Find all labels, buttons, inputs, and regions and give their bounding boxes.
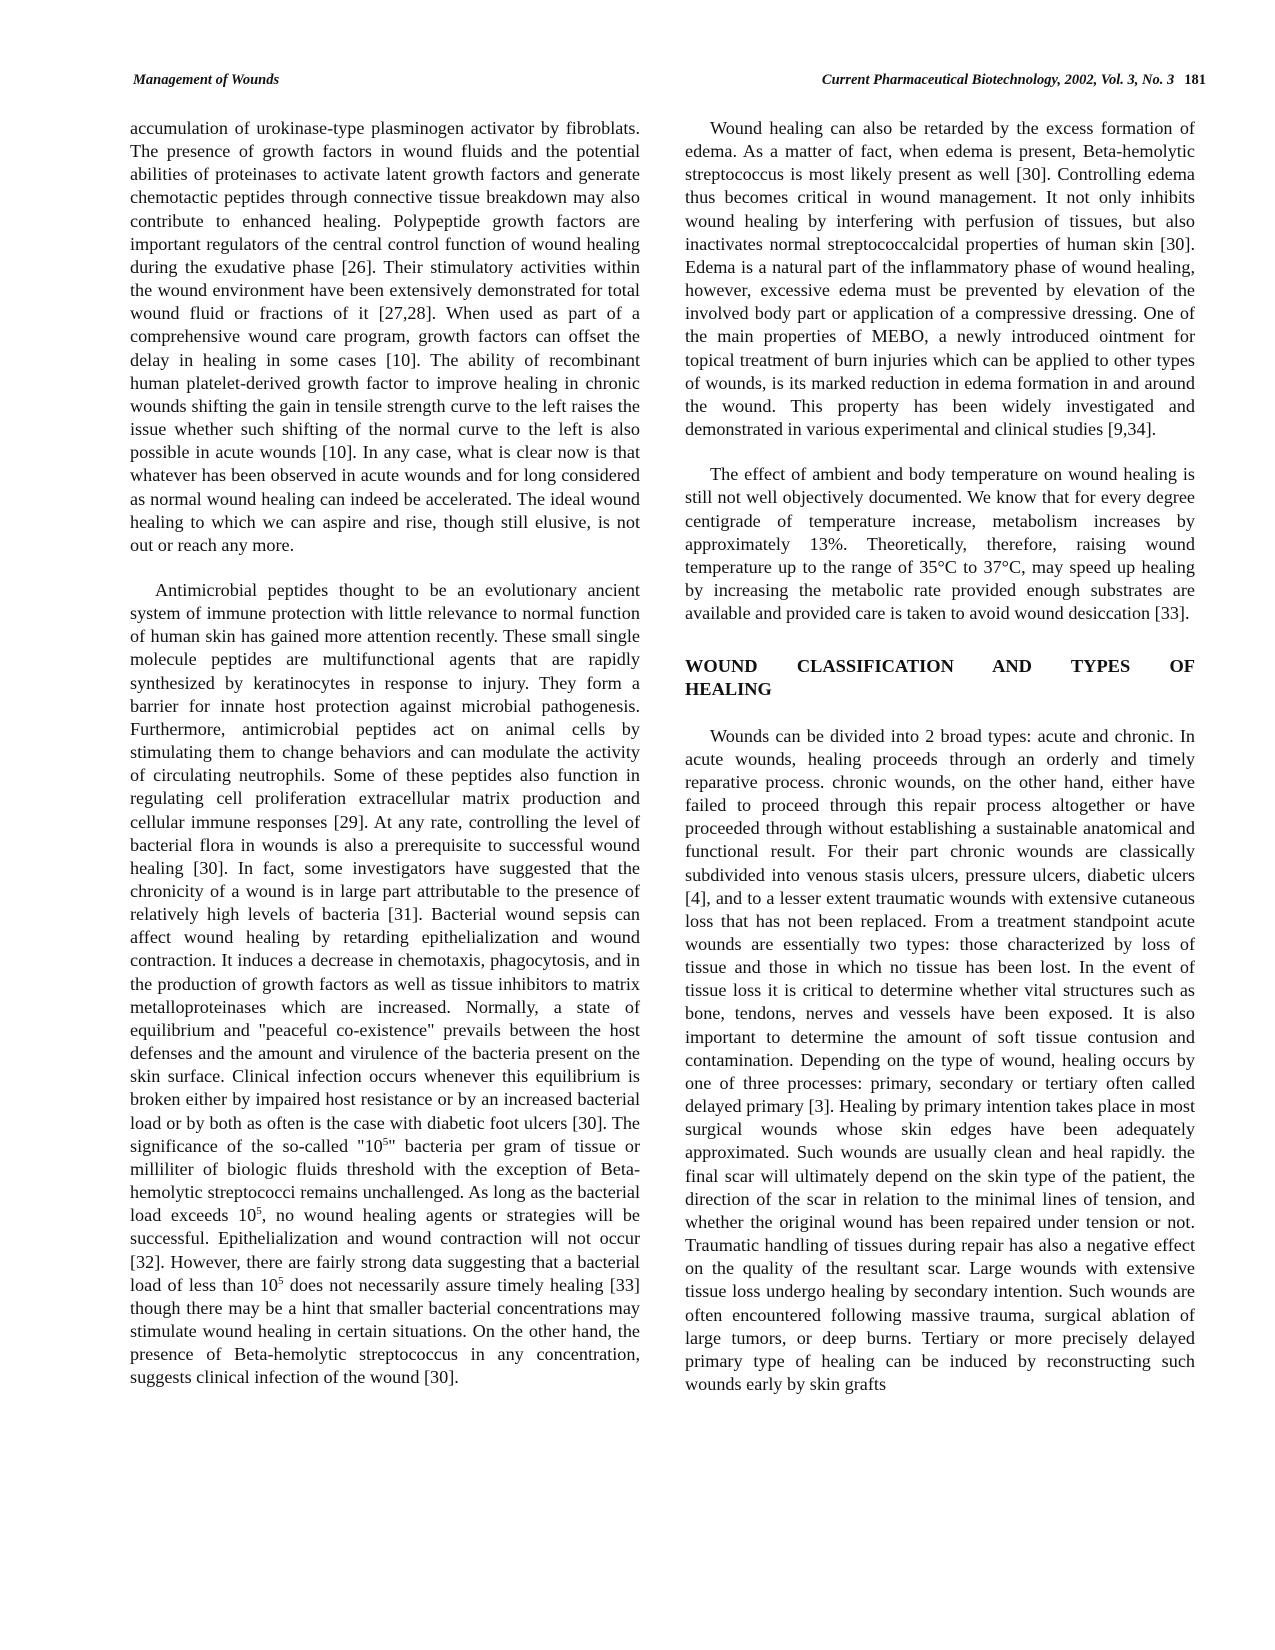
paragraph-antimicrobial-peptides	[130, 579, 640, 1389]
left-column	[130, 117, 640, 1389]
superscript-exponent: 5	[256, 1205, 262, 1218]
paragraph-edema: Wound healing can also be retarded by the excess formation of edema. As a matter of fact, when edema is present, Beta-hemolytic streptococcus is most likely present as well [30]. Controlling edema thus becomes critical in wound management. It not only inhibits wound healing by interfering with perfusion of tissues, but also inactivates normal streptococcalcidal properties of human skin [30]. Edema is a natural part of the inflammatory phase of wound healing, however, excessive edema must be prevented by elevation of the involved body part or application of a compressive dressing. One of the main properties of MEBO, a newly introduced ointment for topical treatment of burn injuries which can be applied to other types of wounds, is its marked reduction in edema formation in and around the wound. This property has been widely investigated and demonstrated in various experimental and clinical studies [9,34].	[685, 118, 1195, 440]
header-journal-citation: Current Pharmaceutical Biotechnology, 2002, Vol. 3, No. 3	[821, 72, 1175, 88]
superscript-exponent: 5	[382, 1135, 389, 1148]
paragraph-temperature: The effect of ambient and body temperature on wound healing is still not well objectively documented. We know that for every degree centigrade of temperature increase, metabolism increases by approximately 13%. Theoretically, therefore, raising wound temperature up to the range of 35°C to 37°C, may speed up healing by increasing the metabolic rate provided enough substrates are available and provided care is taken to avoid wound desiccation [33].	[685, 464, 1195, 624]
section-heading: WOUND CLASSIFICATION AND TYPES OF HEALING	[685, 656, 1195, 700]
paragraph-growth-factors-continued: accumulation of urokinase-type plasminogen activator by fibroblats. The presence of growth factors in wound fluids and the potential abilities of proteinases to activate latent growth factors and generate chemotactic peptides through connective tissue breakdown may also contribute to enhanced healing. Polypeptide growth factors are important regulators of the central control function of wound healing during the exudative phase [26]. Their stimulatory activities within the wound environment have been extensively demonstrated for total wound fluid or fractions of it [27,28]. When used as part of a comprehensive wound care program, growth factors can offset the delay in healing in some cases [10]. The ability of recombinant human platelet-derived growth factor to improve healing in chronic wounds shifting the gain in tensile strength curve to the left raises the issue whether such shifting of the normal curve to the left is also possible in acute wounds [10]. In any case, what is clear now is that whatever has been observed in acute wounds and for long considered as normal wound healing can indeed be accelerated. The ideal wound healing to which we can aspire and rise, though still elusive, is not out or reach any more.	[130, 118, 640, 555]
superscript-exponent: 5	[278, 1274, 284, 1287]
header-short-title: Management of Wounds	[133, 72, 280, 88]
paragraph-wound-classification: Wounds can be divided into 2 broad types: acute and chronic. In acute wounds, healing proceeds through an orderly and timely reparative process. chronic wounds, on the other hand, either have failed to proceed through this repair process altogether or have proceeded through without establishing a sustainable anatomical and functional result. For their part chronic wounds are classically subdivided into venous stasis ulcers, pressure ulcers, diabetic ulcers [4], and to a lesser extent traumatic wounds with extensive cutaneous loss that has not been replaced. From a treatment standpoint acute wounds are essentially two types: those characterized by loss of tissue and those in which no tissue has been lost. In the event of tissue loss it is critical to determine whether vital structures such as bone, tendons, nerves and vessels have been exposed. It is also important to determine the amount of soft tissue contusion and contamination. Depending on the type of wound, healing occurs by one of three processes: primary, secondary or tertiary often called delayed primary [3]. Healing by primary intention takes place in most surgical wounds whose skin edges have been adequately approximated. Such wounds are usually clean and heal rapidly. the final scar will ultimately depend on the skin type of the patient, the direction of the scar in relation to the minimal lines of tension, and whether the original wound has been repaired under tension or not. Traumatic handling of tissues during repair has also a negative effect on the quality of the resultant scar. Large wounds with extensive tissue loss undergo healing by secondary intention. Such wounds are often encountered following massive trauma, surgical ablation of large tumors, or deep burns. Tertiary or more precisely delayed primary type of healing can be induced by reconstructing such wounds early by skin grafts	[685, 725, 1195, 1394]
page-number: 181	[1184, 72, 1206, 88]
running-header	[133, 72, 1206, 92]
text-segment: , no wound healing agents or strategies will be successful. Epithelialization and wound contraction will not occur [32]. However, there are fairly strong data suggesting that a bacterial load of less than 10	[130, 1205, 640, 1295]
text-segment: Antimicrobial peptides thought to be an evolutionary ancient system of immune protection with little relevance to normal function of human skin has gained more attention recently. These small single molecule peptides are multifunctional agents that are rapidly synthesized by keratinocytes in response to injury. They form a barrier for innate host protection against microbial pathogenesis. Furthermore, antimicrobial peptides act on animal cells by stimulating them to change behaviors and can modulate the activity of circulating neutrophils. Some of these peptides also function in regulating cell proliferation extracellular matrix production and cellular immune responses [29]. At any rate, controlling the level of bacterial flora in wounds is also a prerequisite to successful wound healing [30]. In fact, some investigators have suggested that the chronicity of a wound is in large part attributable to the presence of relatively high levels of bacteria [31]. Bacterial wound sepsis can affect wound healing by retarding epithelialization and wound contraction. It induces a decrease in chemotaxis, phagocytosis, and in the production of growth factors as well as tissue inhibitors to matrix metalloproteinases which are increased. Normally, a state of equilibrium and "peaceful co-existence" prevails between the host defenses and the amount and virulence of the bacteria present on the skin surface. Clinical infection occurs whenever this equilibrium is broken either by impaired host resistance or by an increased bacterial load or by both as often is the case with diabetic foot ulcers [30]. The significance of the so-called "10	[130, 579, 640, 1156]
text-segment: " bacteria per gram of tissue or milliliter of biologic fluids threshold with the exception of Beta-hemolytic streptococci remains unchallenged. As long as the bacterial load exceeds 10	[130, 1135, 640, 1226]
text-segment: does not necessarily assure timely healing [33] though there may be a hint that smaller bacterial concentrations may stimulate wound healing in certain situations. On the other hand, the presence of Beta-hemolytic streptococcus in any concentration, suggests clinical infection of the wound [30].	[130, 1274, 640, 1388]
right-column	[685, 117, 1195, 1396]
header-journal-info	[822, 72, 1206, 89]
